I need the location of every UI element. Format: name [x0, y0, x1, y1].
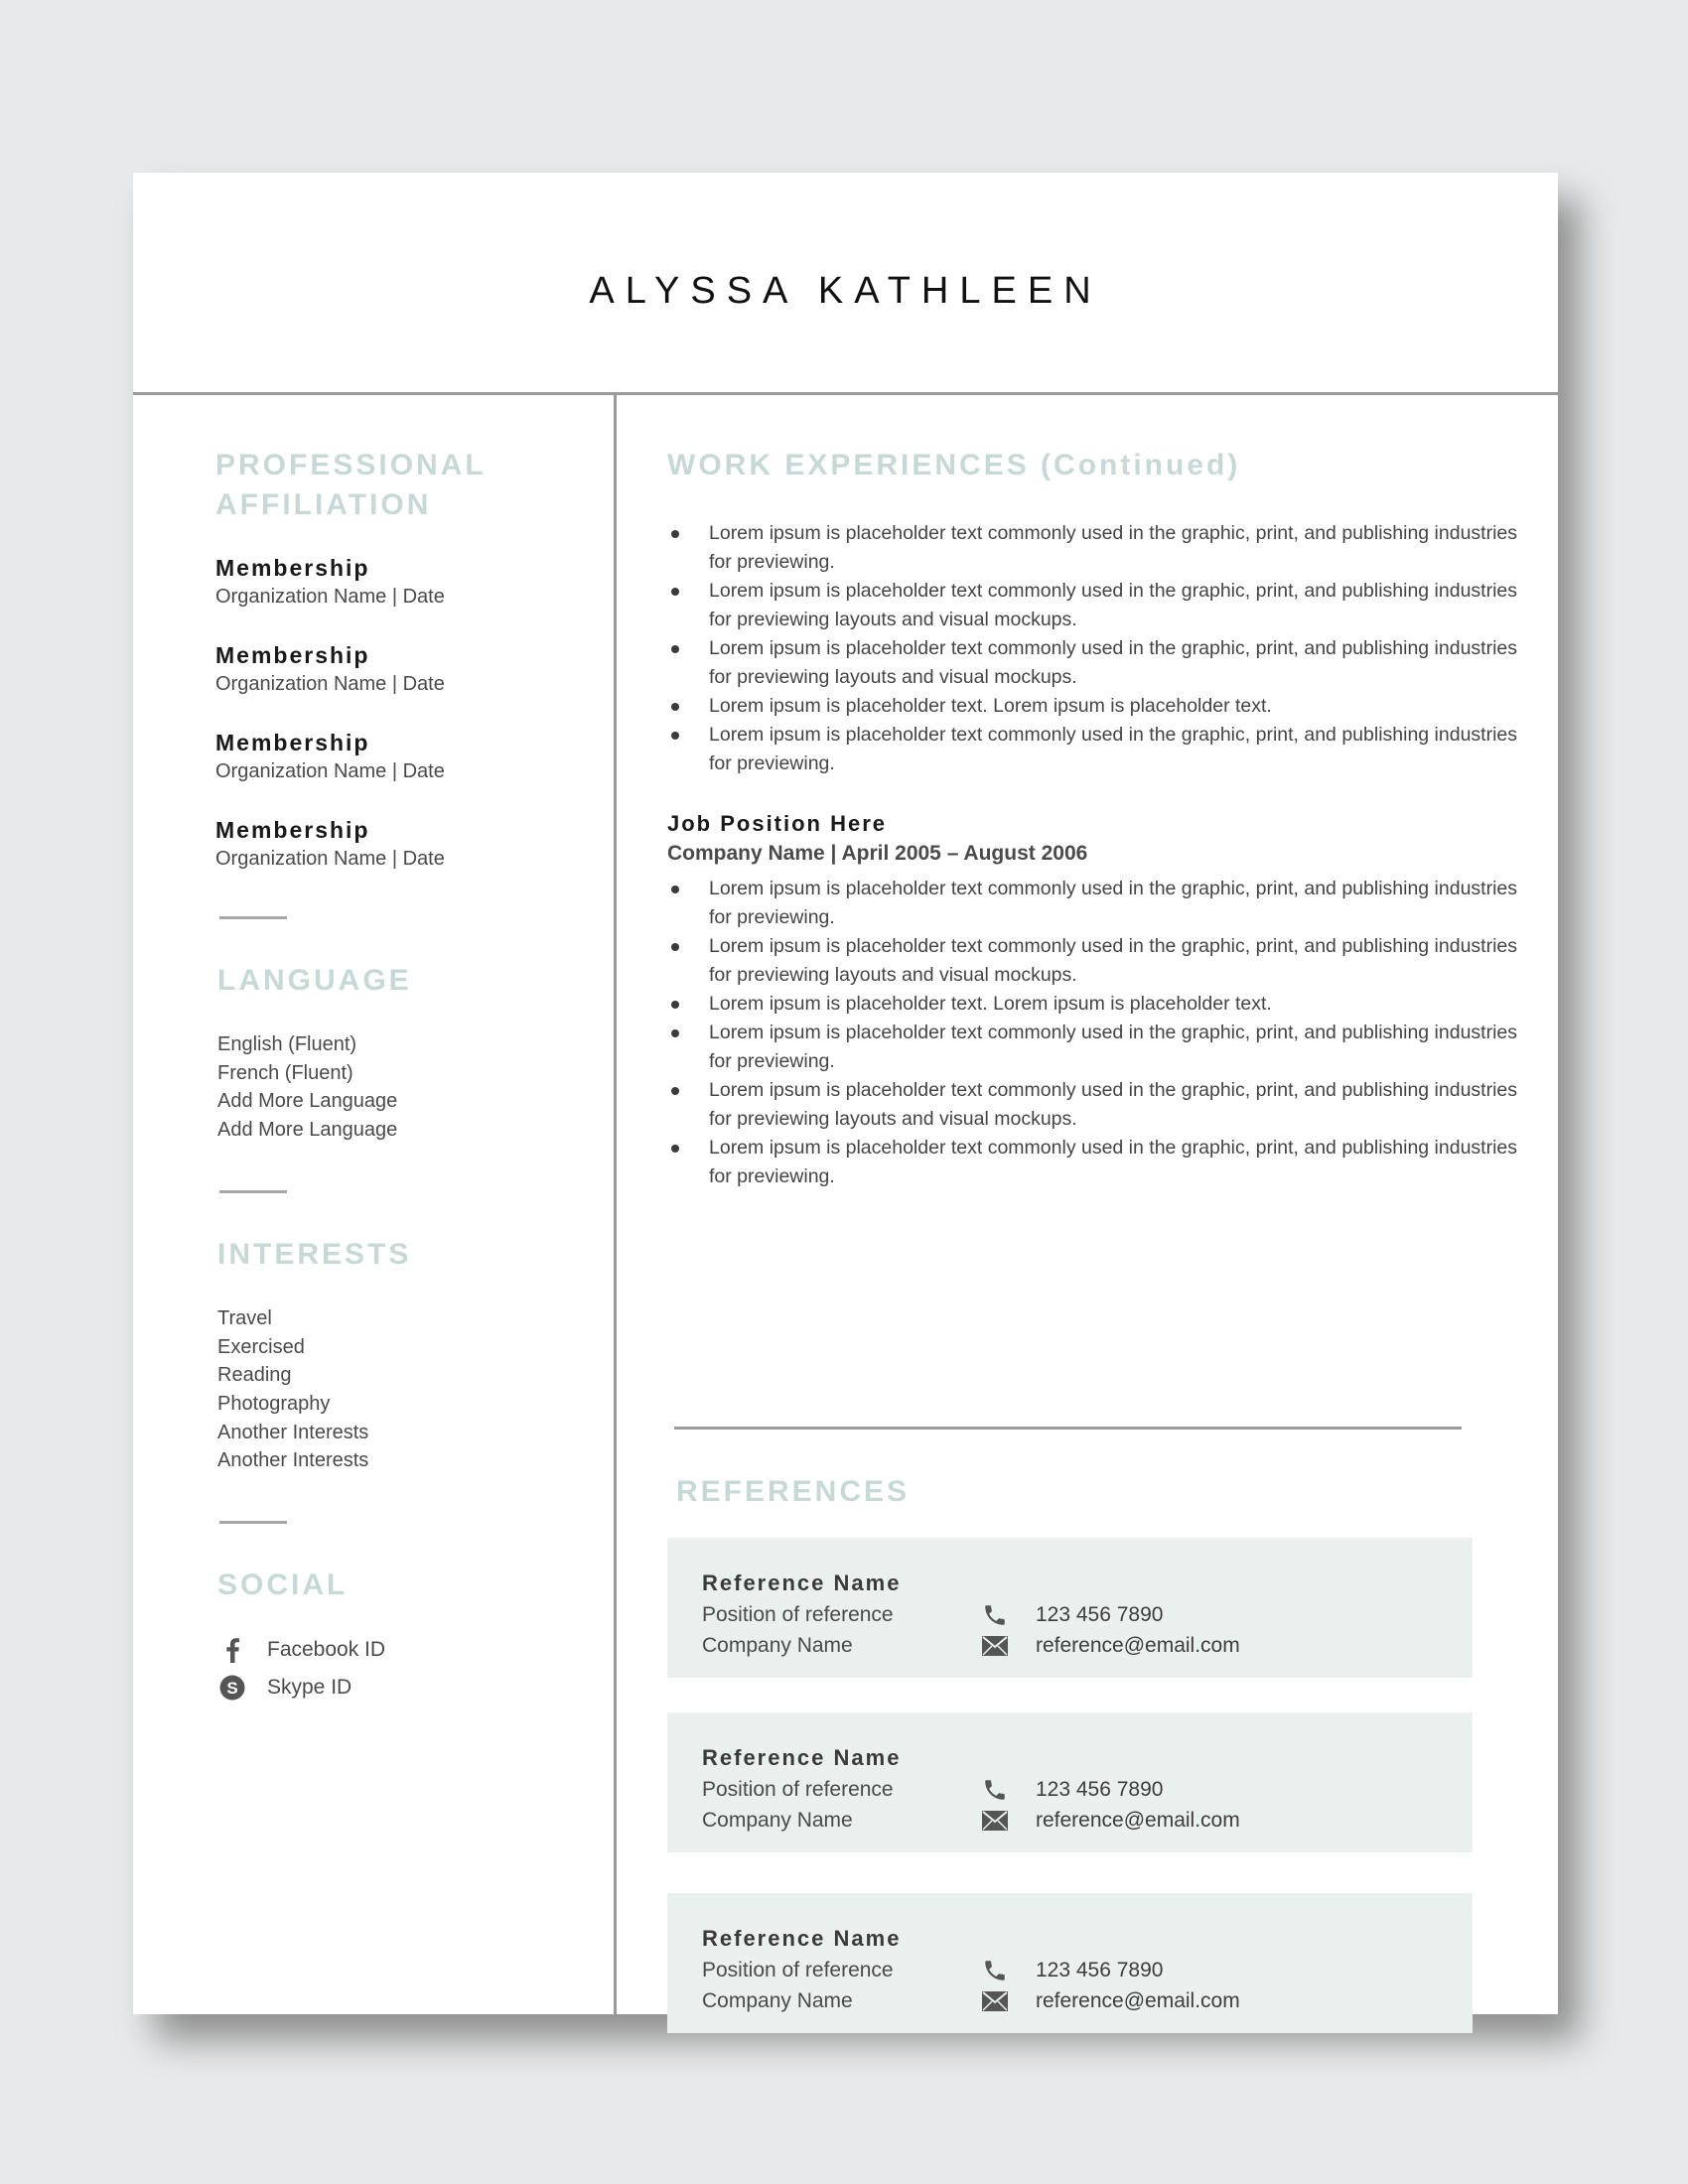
interest-item: Travel — [217, 1306, 272, 1329]
envelope-icon — [980, 1631, 1010, 1661]
social-list — [217, 1631, 593, 1706]
right-column — [667, 446, 1521, 2012]
affiliation-list — [215, 553, 593, 873]
reference-card — [667, 1893, 1473, 2033]
reference-card — [667, 1712, 1473, 1852]
reference-email-text: reference@email.com — [1036, 1988, 1240, 2012]
reference-email-text: reference@email.com — [1036, 1808, 1240, 1832]
interests-list — [217, 1304, 593, 1475]
language-item: English (Fluent) — [217, 1033, 357, 1055]
work-bullet: Lorem ipsum is placeholder text commonly used in the graphic, print, and publishing industries for previewing layouts and visual mockups. — [667, 634, 1521, 692]
affiliation-item — [215, 815, 593, 873]
job-bullet: Lorem ipsum is placeholder text commonly used in the graphic, print, and publishing industries for previewing. — [667, 875, 1521, 932]
interest-item: Reading — [217, 1364, 292, 1387]
language-title: LANGUAGE — [217, 964, 412, 997]
affiliation-item — [215, 640, 593, 698]
phone-icon — [980, 1775, 1010, 1805]
reference-phone-text: 123 456 7890 — [1036, 1777, 1164, 1801]
work-bullet: Lorem ipsum is placeholder text commonly used in the graphic, print, and publishing industries for previewing. — [667, 721, 1521, 778]
affiliation-item-sub: Organization Name | Date — [215, 586, 445, 608]
social-skype-label: Skype ID — [267, 1676, 352, 1700]
interest-item: Photography — [217, 1392, 331, 1415]
interest-item: Another Interests — [217, 1421, 369, 1443]
interest-item: Exercised — [217, 1335, 305, 1358]
left-column — [215, 446, 593, 1706]
resume-name: ALYSSA KATHLEEN — [589, 270, 1102, 312]
reference-email[interactable] — [980, 1985, 1240, 2016]
reference-phone-text: 123 456 7890 — [1036, 1602, 1164, 1626]
phone-icon — [980, 1600, 1010, 1630]
reference-position: Position of reference — [702, 1959, 894, 1981]
job-bullet: Lorem ipsum is placeholder text commonly used in the graphic, print, and publishing industries for previewing layouts and visual mockups. — [667, 932, 1521, 990]
job-bullet: Lorem ipsum is placeholder text commonly used in the graphic, print, and publishing industries for previewing layouts and visual mockups. — [667, 1076, 1521, 1134]
svg-text:S: S — [226, 1679, 238, 1699]
interests-section — [217, 1235, 593, 1475]
reference-phone-text: 123 456 7890 — [1036, 1958, 1164, 1981]
affiliation-item-sub: Organization Name | Date — [215, 673, 445, 695]
affiliation-item-sub: Organization Name | Date — [215, 760, 445, 782]
envelope-icon — [980, 1986, 1010, 2016]
reference-card — [667, 1538, 1473, 1678]
job-title: Job Position Here — [667, 811, 888, 836]
language-item: French (Fluent) — [217, 1061, 353, 1084]
social-facebook-label: Facebook ID — [267, 1638, 386, 1662]
reference-email[interactable] — [980, 1805, 1240, 1836]
phone-icon — [980, 1956, 1010, 1985]
skype-icon — [217, 1673, 247, 1703]
reference-contact — [980, 1599, 1240, 1661]
reference-company: Company Name — [702, 1809, 853, 1832]
resume-page — [133, 173, 1558, 2014]
facebook-icon — [217, 1635, 247, 1665]
column-divider — [614, 395, 617, 2014]
reference-info — [702, 1568, 901, 1661]
reference-company: Company Name — [702, 1989, 853, 2012]
reference-info — [702, 1923, 901, 2016]
social-title: SOCIAL — [217, 1569, 349, 1602]
work-title: WORK EXPERIENCES (Continued) — [667, 449, 1241, 481]
work-bullet: Lorem ipsum is placeholder text. Lorem ipsum is placeholder text. — [667, 692, 1521, 721]
language-section — [217, 961, 593, 1145]
reference-email-text: reference@email.com — [1036, 1633, 1240, 1657]
reference-phone[interactable] — [980, 1955, 1240, 1985]
references-title: REFERENCES — [676, 1475, 911, 1508]
job-bullet: Lorem ipsum is placeholder text. Lorem ipsum is placeholder text. — [667, 990, 1521, 1019]
section-divider — [219, 1521, 287, 1524]
reference-position: Position of reference — [702, 1778, 894, 1801]
affiliation-title-line2: AFFILIATION — [215, 488, 432, 521]
reference-position: Position of reference — [702, 1603, 894, 1626]
interest-item: Another Interests — [217, 1449, 369, 1472]
reference-name: Reference Name — [702, 1570, 902, 1595]
affiliation-item-title: Membership — [215, 642, 370, 668]
affiliation-item-sub: Organization Name | Date — [215, 848, 445, 870]
reference-phone[interactable] — [980, 1774, 1240, 1805]
language-item: Add More Language — [217, 1119, 398, 1142]
affiliation-section — [215, 446, 593, 873]
section-divider — [219, 1190, 287, 1193]
affiliation-item-title: Membership — [215, 817, 370, 843]
reference-info — [702, 1742, 901, 1836]
affiliation-item — [215, 728, 593, 785]
social-skype[interactable] — [217, 1669, 593, 1706]
reference-name: Reference Name — [702, 1926, 902, 1951]
language-list — [217, 1030, 593, 1145]
reference-name: Reference Name — [702, 1745, 902, 1770]
job-bullets — [667, 875, 1521, 1191]
affiliation-item — [215, 553, 593, 611]
header-divider — [133, 392, 1558, 395]
language-item: Add More Language — [217, 1090, 398, 1113]
reference-contact — [980, 1774, 1240, 1836]
social-facebook[interactable] — [217, 1631, 593, 1669]
reference-contact — [980, 1955, 1240, 2016]
interests-title: INTERESTS — [217, 1237, 412, 1271]
references-divider — [674, 1427, 1462, 1430]
work-bullet: Lorem ipsum is placeholder text commonly used in the graphic, print, and publishing industries for previewing. — [667, 519, 1521, 577]
section-divider — [219, 916, 287, 919]
job-bullet: Lorem ipsum is placeholder text commonly used in the graphic, print, and publishing industries for previewing. — [667, 1134, 1521, 1191]
reference-company: Company Name — [702, 1634, 853, 1657]
social-section — [217, 1566, 593, 1706]
reference-email[interactable] — [980, 1630, 1240, 1661]
job-company: Company Name | April 2005 – August 2006 — [667, 842, 1088, 865]
work-bullets — [667, 519, 1521, 778]
work-bullet: Lorem ipsum is placeholder text commonly used in the graphic, print, and publishing industries for previewing layouts and visual mockups. — [667, 577, 1521, 634]
affiliation-item-title: Membership — [215, 730, 370, 755]
envelope-icon — [980, 1806, 1010, 1836]
affiliation-title-line1: PROFESSIONAL — [215, 449, 487, 481]
job-entry — [667, 809, 1521, 1191]
reference-phone[interactable] — [980, 1599, 1240, 1630]
affiliation-item-title: Membership — [215, 555, 370, 581]
job-bullet: Lorem ipsum is placeholder text commonly used in the graphic, print, and publishing industries for previewing. — [667, 1019, 1521, 1076]
